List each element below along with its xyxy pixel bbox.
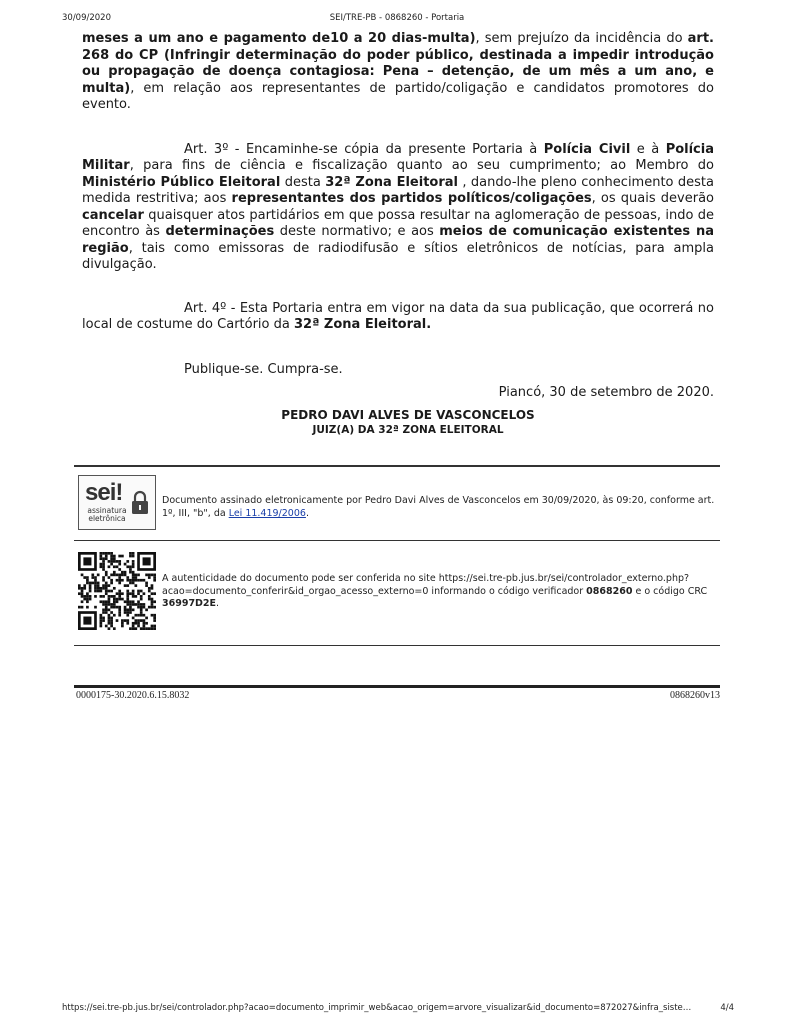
text-run: Ministério Público Eleitoral xyxy=(82,174,281,190)
signatory-name: PEDRO DAVI ALVES DE VASCONCELOS xyxy=(281,407,535,422)
law-link[interactable]: Lei 11.419/2006 xyxy=(228,507,306,519)
text-run: , os quais deverão xyxy=(591,191,714,206)
auth-end: . xyxy=(216,598,220,609)
text-run: 32ª Zona Eleitoral xyxy=(325,174,458,190)
closing-formula: Publique-se. Cumpra-se. xyxy=(184,361,343,377)
page-number: 4/4 xyxy=(720,1003,734,1013)
authenticity-info xyxy=(162,573,722,611)
sei-signature-stamp xyxy=(78,475,156,530)
auth-mid: e o código CRC xyxy=(632,585,708,597)
document-version: 0868260v13 xyxy=(670,690,720,701)
text-run: , em relação aos representantes de partido/coligação e candidatos promotores do evento. xyxy=(82,80,714,112)
text-run: Polícia Militar xyxy=(82,141,714,173)
print-url: https://sei.tre-pb.jus.br/sei/controlador.php?acao=documento_imprimir_web&acao_origem=arvore_visualizar&id_documento=872027&infra_siste… xyxy=(62,1003,692,1013)
text-run: determinações xyxy=(165,224,275,239)
document-body xyxy=(82,31,714,437)
divider-footer xyxy=(74,685,720,688)
text-run: , sem prejuízo da incidência do xyxy=(475,31,688,46)
text-run: , dando-lhe pleno conhecimento desta medida restritiva; aos xyxy=(82,174,714,206)
print-title: SEI/TRE-PB - 0868260 - Portaria xyxy=(329,13,465,23)
text-run: 32ª Zona Eleitoral. xyxy=(293,317,432,332)
qr-code[interactable] xyxy=(78,552,156,630)
paragraph-art3 xyxy=(82,142,714,274)
text-run: Art. 4º - Esta Portaria entra em vigor na data da sua publicação, que ocorrerá no local de costume do Cartório da xyxy=(82,300,714,332)
paragraph-penalty xyxy=(82,31,714,114)
signature-suffix: . xyxy=(305,507,309,519)
divider-lower xyxy=(74,645,720,646)
print-date: 30/09/2020 xyxy=(62,13,111,23)
sei-logo: sei! xyxy=(85,479,123,506)
text-run: representantes dos partidos políticos/coligações xyxy=(231,191,592,206)
text-run: , para fins de ciência e fiscalização quanto ao seu cumprimento; ao Membro do xyxy=(129,158,714,173)
document-ids xyxy=(76,690,720,701)
verifier-code: 0868260 xyxy=(586,585,633,597)
place-date: Piancó, 30 de setembro de 2020. xyxy=(498,385,714,400)
crc-code: 36997D2E xyxy=(162,598,217,609)
auth-text: A autenticidade do documento pode ser conferida no site https://sei.tre-pb.jus.br/sei/controlador_externo.php?acao=documento_conferir&id_orgao_acesso_externo=0 informando o código verificador xyxy=(162,573,690,597)
text-run: , tais como emissoras de radiodifusão e sítios eletrônicos de notícias, para ampla divulgação. xyxy=(82,240,714,272)
lock-icon xyxy=(131,490,149,516)
text-run: meios de comunicação existentes na região xyxy=(82,224,714,256)
divider-middle xyxy=(74,540,720,541)
process-number: 0000175-30.2020.6.15.8032 xyxy=(76,690,190,701)
signature-text: Documento assinado eletronicamente por Pedro Davi Alves de Vasconcelos em 30/09/2020, às 09:20, conforme art. 1º, III, "b", da xyxy=(162,495,715,519)
sei-caption: assinatura eletrônica xyxy=(87,506,127,523)
text-run: e à xyxy=(630,141,666,157)
text-run: meses a um ano e pagamento de10 a 20 dias-multa) xyxy=(82,31,476,46)
text-run: quaisquer atos partidários em que possa resultar na aglomeração de pessoas, indo de encontro às xyxy=(82,207,714,239)
text-run: Polícia Civil xyxy=(543,141,631,157)
text-run: desta xyxy=(280,174,326,190)
signatory-role: JUIZ(A) DA 32ª ZONA ELEITORAL xyxy=(312,424,504,436)
text-run: art. 268 do CP (Infringir determinação do poder público, destinada a impedir introdução ou propagação de doença contagiosa: Pena – detenção, de um mês a um ano, e multa) xyxy=(82,31,714,96)
text-run: deste normativo; e aos xyxy=(274,224,440,239)
signature-info xyxy=(162,495,722,520)
text-run: Art. 3º - Encaminhe-se cópia da presente Portaria à xyxy=(184,141,544,157)
text-run: cancelar xyxy=(82,207,144,223)
divider-top xyxy=(74,465,720,467)
paragraph-art4 xyxy=(82,301,714,334)
